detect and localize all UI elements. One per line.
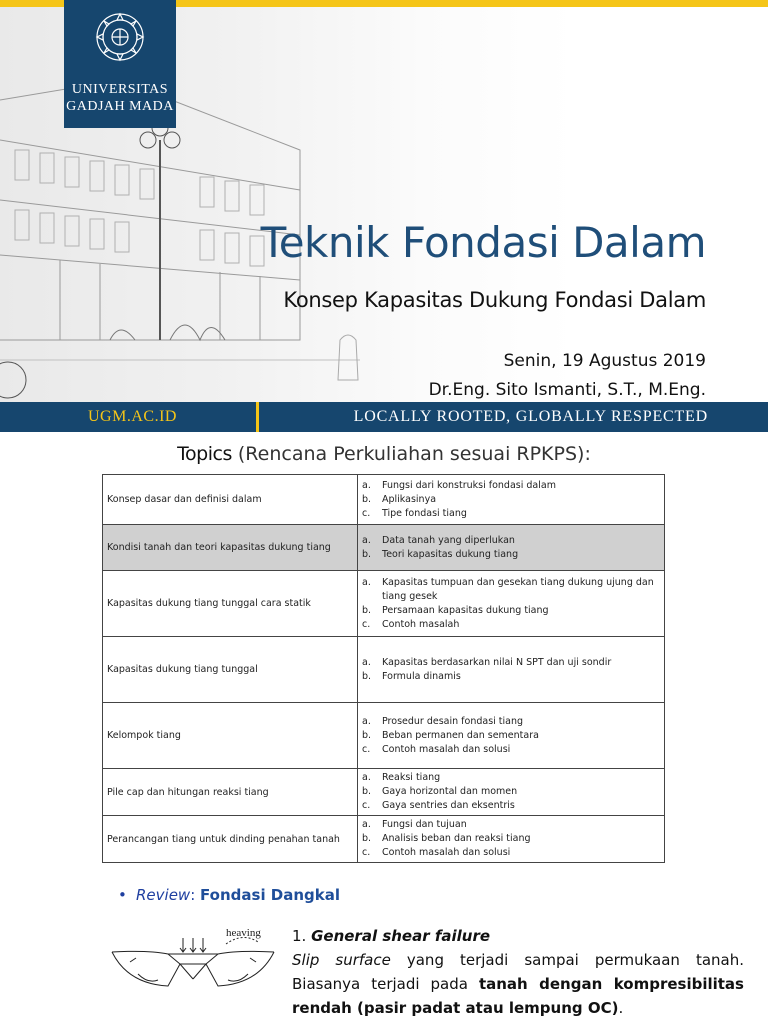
review-label: Review [136, 886, 191, 904]
list-item [362, 548, 660, 562]
footer-divider [256, 402, 259, 432]
topic-cell: Kapasitas dukung tiang tunggal cara statik [103, 571, 358, 637]
topics-sublabel: (Rencana Perkuliahan sesuai RPKPS): [231, 443, 591, 465]
list-text: Beban permanen dan sementara [382, 729, 539, 741]
university-name-line2: GADJAH MADA [66, 99, 174, 114]
title-slide [0, 0, 768, 432]
list-item [362, 785, 660, 799]
list-item [362, 576, 660, 604]
general-shear-failure-text [292, 924, 744, 1020]
gsf-number: 1. [292, 927, 312, 945]
table-row [103, 525, 665, 571]
list-marker: a. [362, 534, 371, 546]
list-item [362, 479, 660, 493]
subtopics-cell [358, 571, 665, 637]
review-separator: : [190, 886, 201, 904]
list-item [362, 818, 660, 832]
list-text: Formula dinamis [382, 670, 461, 682]
list-marker: c. [362, 847, 371, 858]
list-text: Contoh masalah [382, 618, 460, 630]
list-text: Kapasitas berdasarkan nilai N SPT dan uji sondir [382, 656, 612, 668]
table-row [103, 769, 665, 816]
review-heading [118, 886, 340, 904]
topic-cell: Kelompok tiang [103, 703, 358, 769]
list-marker: a. [362, 479, 371, 491]
list-text: Gaya horizontal dan momen [382, 786, 518, 797]
table-row [103, 816, 665, 863]
list-item [362, 507, 660, 521]
subtopic-list [362, 656, 660, 684]
list-item [362, 618, 660, 632]
topic-cell: Perancangan tiang untuk dinding penahan tanah [103, 816, 358, 863]
list-marker: a. [362, 772, 371, 783]
list-item [362, 534, 660, 548]
table-row [103, 703, 665, 769]
list-marker: c. [362, 800, 371, 811]
list-marker: a. [362, 819, 371, 830]
list-marker: b. [362, 833, 372, 844]
list-item [362, 729, 660, 743]
list-item [362, 846, 660, 860]
list-text: Gaya sentries dan eksentris [382, 800, 515, 811]
subtopics-cell [358, 816, 665, 863]
subtopic-list [362, 576, 660, 632]
rpkps-table [102, 474, 665, 863]
subtopics-cell [358, 703, 665, 769]
subtopics-cell [358, 525, 665, 571]
topics-heading [0, 443, 768, 465]
topic-cell: Kapasitas dukung tiang tunggal [103, 637, 358, 703]
subtopics-cell [358, 637, 665, 703]
list-text: Contoh masalah dan solusi [382, 847, 511, 858]
subtopic-list [362, 534, 660, 562]
topic-cell: Pile cap dan hitungan reaksi tiang [103, 769, 358, 816]
list-marker: c. [362, 618, 371, 630]
subtopics-cell [358, 769, 665, 816]
list-text: Teori kapasitas dukung tiang [382, 548, 519, 560]
topics-label: Topics [177, 443, 232, 465]
list-marker: b. [362, 493, 372, 505]
lecture-date: Senin, 19 Agustus 2019 [503, 351, 706, 371]
table-row [103, 475, 665, 525]
slide-subtitle: Konsep Kapasitas Dukung Fondasi Dalam [283, 288, 706, 312]
gsf-period: . [618, 999, 624, 1017]
footer-website: UGM.AC.ID [0, 402, 256, 432]
topic-cell: Konsep dasar dan definisi dalam [103, 475, 358, 525]
list-text: Reaksi tiang [382, 772, 441, 783]
list-text: Data tanah yang diperlukan [382, 534, 515, 546]
list-marker: b. [362, 548, 372, 560]
list-item [362, 493, 660, 507]
list-text: Prosedur desain fondasi tiang [382, 715, 524, 727]
list-item [362, 832, 660, 846]
list-marker: a. [362, 576, 371, 588]
list-text: Tipe fondasi tiang [382, 507, 467, 519]
footer-motto: LOCALLY ROOTED, GLOBALLY RESPECTED [256, 402, 768, 432]
gsf-slip-surface: Slip surface [292, 951, 391, 969]
subtopic-list [362, 715, 660, 757]
table-row [103, 571, 665, 637]
gsf-description [292, 948, 744, 1020]
list-marker: c. [362, 743, 371, 755]
review-bullet: • [118, 886, 127, 904]
list-text: Fungsi dari konstruksi fondasi dalam [382, 479, 556, 491]
list-marker: c. [362, 507, 371, 519]
subtopic-list [362, 818, 660, 860]
subtopics-cell [358, 475, 665, 525]
general-shear-failure-diagram [108, 924, 278, 1014]
gsf-heading [292, 924, 744, 948]
subtopic-list [362, 771, 660, 813]
list-marker: a. [362, 715, 371, 727]
gsf-heading-text: General shear failure [311, 927, 491, 945]
heaving-label: heaving [226, 927, 261, 939]
list-marker: a. [362, 656, 371, 668]
list-item [362, 656, 660, 670]
slide-title: Teknik Fondasi Dalam [260, 218, 706, 267]
list-text: Aplikasinya [382, 493, 437, 505]
lecturer-name: Dr.Eng. Sito Ismanti, S.T., M.Eng. [428, 380, 706, 400]
list-item [362, 799, 660, 813]
list-marker: b. [362, 604, 372, 616]
gsf-desc-text: yang terjadi sampai permukaan tanah. Biasanya terjadi pada [292, 951, 744, 993]
list-item [362, 670, 660, 684]
list-marker: b. [362, 670, 372, 682]
ugm-seal-icon [95, 12, 145, 62]
gsf-soil-type: tanah dengan kompresibilitas rendah (pasir padat atau lempung OC) [292, 975, 744, 1017]
list-item [362, 715, 660, 729]
topic-cell: Kondisi tanah dan teori kapasitas dukung tiang [103, 525, 358, 571]
list-item [362, 604, 660, 618]
list-text: Persamaan kapasitas dukung tiang [382, 604, 549, 616]
list-item [362, 743, 660, 757]
list-text: Fungsi dan tujuan [382, 819, 467, 830]
subtopic-list [362, 479, 660, 521]
list-text: Contoh masalah dan solusi [382, 743, 511, 755]
list-marker: b. [362, 786, 372, 797]
ugm-logo [64, 0, 176, 128]
list-text: Analisis beban dan reaksi tiang [382, 833, 531, 844]
list-item [362, 771, 660, 785]
review-topic: Fondasi Dangkal [200, 886, 341, 904]
list-text: Kapasitas tumpuan dan gesekan tiang dukung ujung dan tiang gesek [382, 576, 654, 602]
list-marker: b. [362, 729, 372, 741]
university-name-line1: UNIVERSITAS [71, 82, 169, 97]
rpkps-table-body [103, 475, 665, 863]
table-row [103, 637, 665, 703]
